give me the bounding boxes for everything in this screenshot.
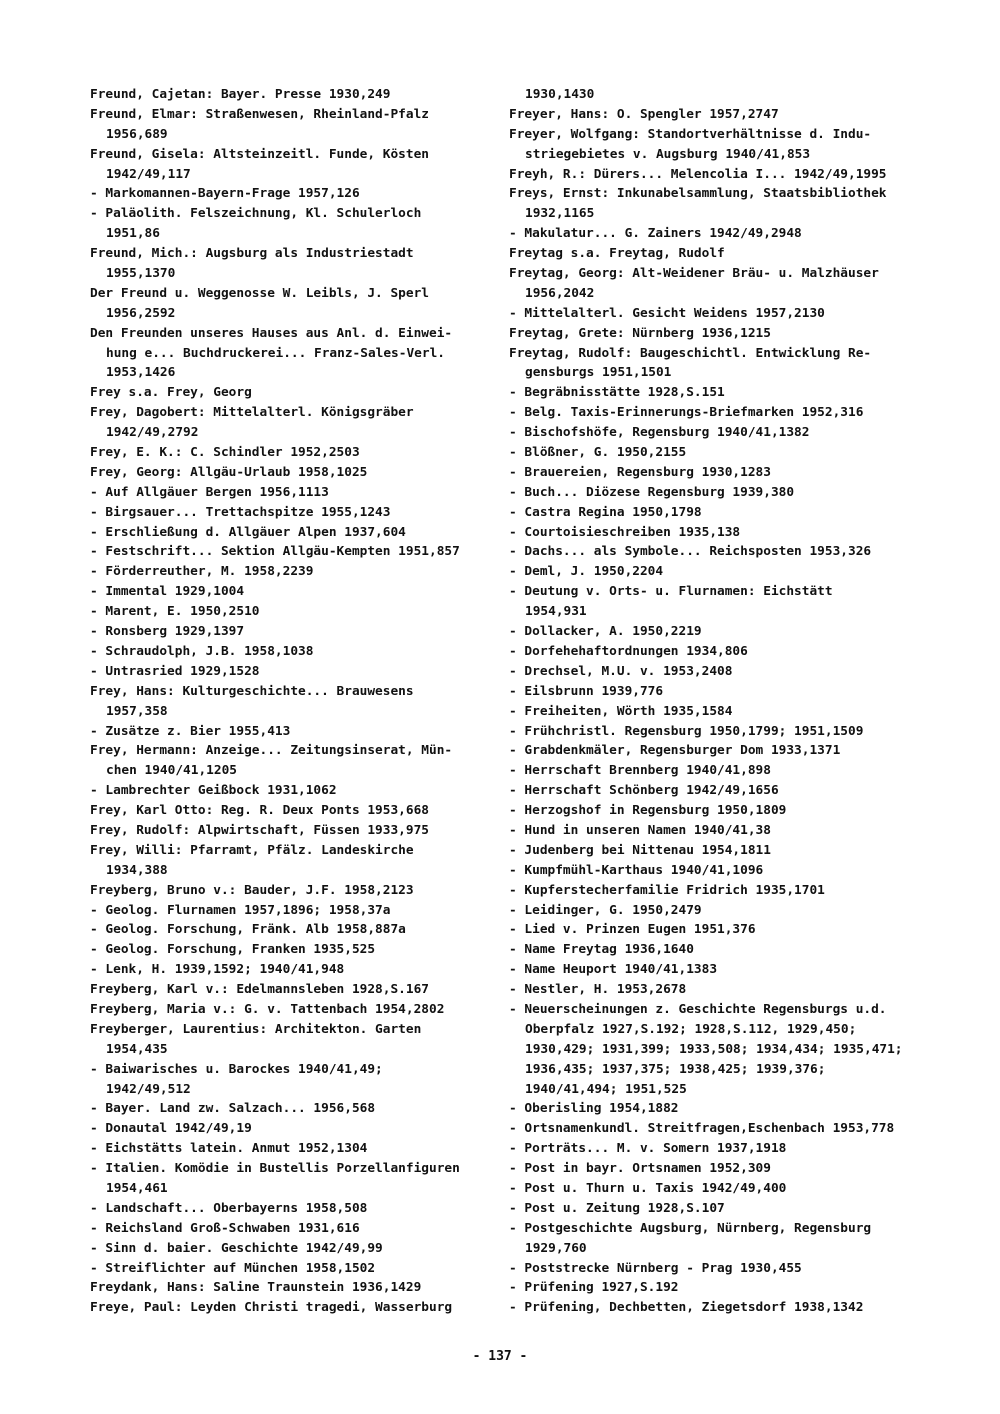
index-entry-line: striegebietes v. Augsburg 1940/41,853: [525, 146, 811, 162]
index-entry-line: - Festschrift... Sektion Allgäu-Kempten 1951,857: [90, 544, 460, 560]
index-entry-line: 1930,429; 1931,399; 1933,508; 1934,434; 1935,471;: [525, 1041, 903, 1057]
index-entry-line: hung e... Buchdruckerei... Franz-Sales-Verl.: [106, 345, 445, 361]
index-entry-line: 1942/49,2792: [106, 425, 199, 441]
index-entry-line: - Deutung v. Orts- u. Flurnamen: Eichstätt: [509, 584, 833, 600]
index-entry-line: 1951,86: [106, 226, 160, 242]
index-entry-line: 1936,435; 1937,375; 1938,425; 1939,376;: [525, 1061, 826, 1077]
index-entry-line: - Hund in unseren Namen 1940/41,38: [509, 822, 771, 838]
index-entry-line: 1957,358: [106, 703, 168, 719]
index-entry-line: - Landschaft... Oberbayerns 1958,508: [90, 1200, 368, 1216]
index-entry-line: 1953,1426: [106, 365, 176, 381]
index-entry-line: - Donautal 1942/49,19: [90, 1121, 252, 1137]
index-entry-line: 1929,760: [525, 1240, 587, 1256]
index-entry-line: Frey, E. K.: C. Schindler 1952,2503: [90, 445, 360, 461]
index-entry-line: - Freiheiten, Wörth 1935,1584: [509, 703, 733, 719]
index-entry-line: Freye, Paul: Leyden Christi tragedi, Wasserburg: [90, 1300, 453, 1316]
index-entry-line: - Name Freytag 1936,1640: [509, 942, 694, 958]
index-entry-line: - Porträts... M. v. Somern 1937,1918: [509, 1141, 787, 1157]
index-entry-line: - Castra Regina 1950,1798: [509, 504, 702, 520]
index-entry-line: - Förderreuther, M. 1958,2239: [90, 564, 314, 580]
index-entry-line: - Herzogshof in Regensburg 1950,1809: [509, 803, 787, 819]
index-entry-line: 1932,1165: [525, 206, 595, 222]
index-entry-line: Freytag s.a. Freytag, Rudolf: [509, 246, 725, 262]
index-entry-line: chen 1940/41,1205: [106, 763, 237, 779]
index-entry-line: Freyh, R.: Dürers... Melencolia I... 1942/49,1995: [509, 166, 887, 182]
index-entry-line: - Oberisling 1954,1882: [509, 1101, 679, 1117]
index-entry-line: - Post in bayr. Ortsnamen 1952,309: [509, 1161, 771, 1177]
index-entry-line: - Poststrecke Nürnberg - Prag 1930,455: [509, 1260, 802, 1276]
index-entry-line: Freytag, Georg: Alt-Weidener Bräu- u. Malzhäuser: [509, 266, 879, 282]
index-entry-line: Frey, Hermann: Anzeige... Zeitungsinserat, Mün-: [90, 743, 453, 759]
index-entry-line: Frey, Dagobert: Mittelalterl. Königsgräber: [90, 405, 414, 421]
index-entry-line: - Eichstätts latein. Anmut 1952,1304: [90, 1141, 368, 1157]
index-entry-line: - Birgsauer... Trettachspitze 1955,1243: [90, 504, 391, 520]
index-entry-line: - Deml, J. 1950,2204: [509, 564, 664, 580]
right-column: [509, 85, 949, 1318]
index-entry-line: - Streiflichter auf München 1958,1502: [90, 1260, 376, 1276]
index-entry-line: - Dollacker, A. 1950,2219: [509, 624, 702, 640]
index-entry-line: - Baiwarisches u. Barockes 1940/41,49;: [90, 1061, 383, 1077]
index-entry-line: - Bayer. Land zw. Salzach... 1956,568: [90, 1101, 376, 1117]
index-entry-line: - Geolog. Forschung, Fränk. Alb 1958,887a: [90, 922, 406, 938]
index-entry-line: 1954,931: [525, 604, 587, 620]
index-entry-line: - Kupferstecherfamilie Fridrich 1935,1701: [509, 882, 825, 898]
left-column: [90, 85, 530, 1318]
index-entry-line: Den Freunden unseres Hauses aus Anl. d. Einwei-: [90, 325, 453, 341]
index-entry-line: - Marent, E. 1950,2510: [90, 604, 260, 620]
index-entry-line: - Sinn d. baier. Geschichte 1942/49,99: [90, 1240, 383, 1256]
index-entry-line: - Frühchristl. Regensburg 1950,1799; 1951,1509: [509, 723, 864, 739]
index-entry-line: 1956,2042: [525, 285, 595, 301]
index-entry-line: - Herrschaft Brennberg 1940/41,898: [509, 763, 771, 779]
index-entry-line: 1955,1370: [106, 266, 176, 282]
index-entry-line: - Zusätze z. Bier 1955,413: [90, 723, 291, 739]
index-entry-line: - Neuerscheinungen z. Geschichte Regensburgs u.d.: [509, 1001, 887, 1017]
index-entry-line: - Buch... Diözese Regensburg 1939,380: [509, 484, 795, 500]
index-entry-line: - Leidinger, G. 1950,2479: [509, 902, 702, 918]
index-entry-line: 1942/49,512: [106, 1081, 191, 1097]
index-entry-line: - Geolog. Forschung, Franken 1935,525: [90, 942, 376, 958]
index-entry-line: - Judenberg bei Nittenau 1954,1811: [509, 842, 771, 858]
index-entry-line: - Italien. Komödie in Bustellis Porzellanfiguren: [90, 1161, 460, 1177]
index-entry-line: - Auf Allgäuer Bergen 1956,1113: [90, 484, 329, 500]
index-entry-line: Freund, Cajetan: Bayer. Presse 1930,249: [90, 87, 391, 102]
index-entry-line: - Post u. Zeitung 1928,S.107: [509, 1200, 725, 1216]
index-entry-line: - Postgeschichte Augsburg, Nürnberg, Regensburg: [509, 1220, 872, 1236]
index-entry-line: - Courtoisieschreiben 1935,138: [509, 524, 741, 540]
index-entry-line: Frey, Rudolf: Alpwirtschaft, Füssen 1933,975: [90, 822, 429, 838]
index-entry-line: Frey, Georg: Allgäu-Urlaub 1958,1025: [90, 464, 368, 480]
index-entry-line: - Lied v. Prinzen Eugen 1951,376: [509, 922, 756, 938]
index-entry-line: 1956,2592: [106, 305, 176, 321]
index-entry-line: - Brauereien, Regensburg 1930,1283: [509, 464, 771, 480]
index-entry-line: 1934,388: [106, 862, 168, 878]
index-entry-line: - Erschließung d. Allgäuer Alpen 1937,604: [90, 524, 406, 540]
index-entry-line: - Blößner, G. 1950,2155: [509, 445, 687, 461]
index-entry-line: Frey s.a. Frey, Georg: [90, 385, 252, 401]
index-entry-line: - Name Heuport 1940/41,1383: [509, 962, 718, 978]
index-entry-line: Oberpfalz 1927,S.192; 1928,S.112, 1929,450;: [525, 1021, 857, 1037]
index-entry-line: - Bischofshöfe, Regensburg 1940/41,1382: [509, 425, 810, 441]
index-entry-line: 1954,461: [106, 1180, 168, 1196]
index-entry-line: - Lenk, H. 1939,1592; 1940/41,948: [90, 962, 345, 978]
index-entry-line: Freys, Ernst: Inkunabelsammlung, Staatsbibliothek: [509, 186, 887, 202]
index-entry-line: 1940/41,494; 1951,525: [525, 1081, 687, 1097]
index-entry-line: - Geolog. Flurnamen 1957,1896; 1958,37a: [90, 902, 391, 918]
index-entry-line: Freund, Mich.: Augsburg als Industriestadt: [90, 246, 414, 262]
index-entry-line: - Drechsel, M.U. v. 1953,2408: [509, 663, 733, 679]
index-entry-line: - Schraudolph, J.B. 1958,1038: [90, 643, 314, 659]
index-entry-line: - Markomannen-Bayern-Frage 1957,126: [90, 186, 360, 202]
index-entry-line: - Mittelalterl. Gesicht Weidens 1957,2130: [509, 305, 825, 321]
index-entry-line: 1956,689: [106, 126, 168, 142]
index-entry-line: - Dachs... als Symbole... Reichsposten 1953,326: [509, 544, 872, 560]
index-entry-line: - Ortsnamenkundl. Streitfragen,Eschenbach 1953,778: [509, 1121, 895, 1137]
index-entry-line: - Paläolith. Felszeichnung, Kl. Schulerloch: [90, 206, 422, 222]
index-entry-line: - Kumpfmühl-Karthaus 1940/41,1096: [509, 862, 764, 878]
index-entry-line: - Reichsland Groß-Schwaben 1931,616: [90, 1220, 360, 1236]
index-entry-line: Freund, Gisela: Altsteinzeitl. Funde, Kösten: [90, 146, 429, 162]
index-entry-line: - Makulatur... G. Zainers 1942/49,2948: [509, 226, 802, 242]
index-entry-line: Frey, Karl Otto: Reg. R. Deux Ponts 1953,668: [90, 803, 429, 819]
index-entry-line: - Prüfening 1927,S.192: [509, 1280, 679, 1296]
index-entry-line: Freyer, Wolfgang: Standortverhältnisse d. Indu-: [509, 126, 872, 142]
index-entry-line: - Prüfening, Dechbetten, Ziegetsdorf 1938,1342: [509, 1300, 864, 1316]
index-entry-line: Frey, Willi: Pfarramt, Pfälz. Landeskirche: [90, 842, 414, 858]
index-entry-line: - Herrschaft Schönberg 1942/49,1656: [509, 783, 779, 799]
index-entry-line: - Immental 1929,1004: [90, 584, 245, 600]
index-entry-line: Freyberg, Bruno v.: Bauder, J.F. 1958,2123: [90, 882, 414, 898]
index-entry-line: 1942/49,117: [106, 166, 191, 182]
index-entry-line: Freyberg, Maria v.: G. v. Tattenbach 1954,2802: [90, 1001, 445, 1017]
index-entry-line: - Nestler, H. 1953,2678: [509, 982, 687, 998]
index-entry-line: 1954,435: [106, 1041, 168, 1057]
index-entry-line: Freund, Elmar: Straßenwesen, Rheinland-Pfalz: [90, 106, 429, 122]
index-entry-line: gensburgs 1951,1501: [525, 365, 672, 381]
index-entry-line: Frey, Hans: Kulturgeschichte... Brauwesens: [90, 683, 414, 699]
index-entry-line: - Begräbnisstätte 1928,S.151: [509, 385, 725, 401]
index-entry-line: Der Freund u. Weggenosse W. Leibls, J. Sperl: [90, 285, 429, 301]
index-entry-line: Freyberg, Karl v.: Edelmannsleben 1928,S.167: [90, 982, 429, 998]
index-entry-line: - Grabdenkmäler, Regensburger Dom 1933,1371: [509, 743, 841, 759]
index-entry-line: - Untrasried 1929,1528: [90, 663, 260, 679]
index-entry-line: - Eilsbrunn 1939,776: [509, 683, 664, 699]
index-entry-line: - Post u. Thurn u. Taxis 1942/49,400: [509, 1180, 787, 1196]
index-entry-line: 1930,1430: [525, 87, 595, 102]
index-entry-line: - Belg. Taxis-Erinnerungs-Briefmarken 1952,316: [509, 405, 864, 421]
index-entry-line: Freydank, Hans: Saline Traunstein 1936,1429: [90, 1280, 422, 1296]
index-entry-line: Freyberger, Laurentius: Architekton. Garten: [90, 1021, 422, 1037]
index-entry-line: - Lambrechter Geißbock 1931,1062: [90, 783, 337, 799]
index-entry-line: Freytag, Rudolf: Baugeschichtl. Entwicklung Re-: [509, 345, 872, 361]
page-number: - 137 -: [472, 1349, 528, 1364]
index-entry-line: Freyer, Hans: O. Spengler 1957,2747: [509, 106, 779, 122]
index-entry-line: - Dorfehehaftordnungen 1934,806: [509, 643, 748, 659]
index-entry-line: - Ronsberg 1929,1397: [90, 624, 245, 640]
index-entry-line: Freytag, Grete: Nürnberg 1936,1215: [509, 325, 771, 341]
